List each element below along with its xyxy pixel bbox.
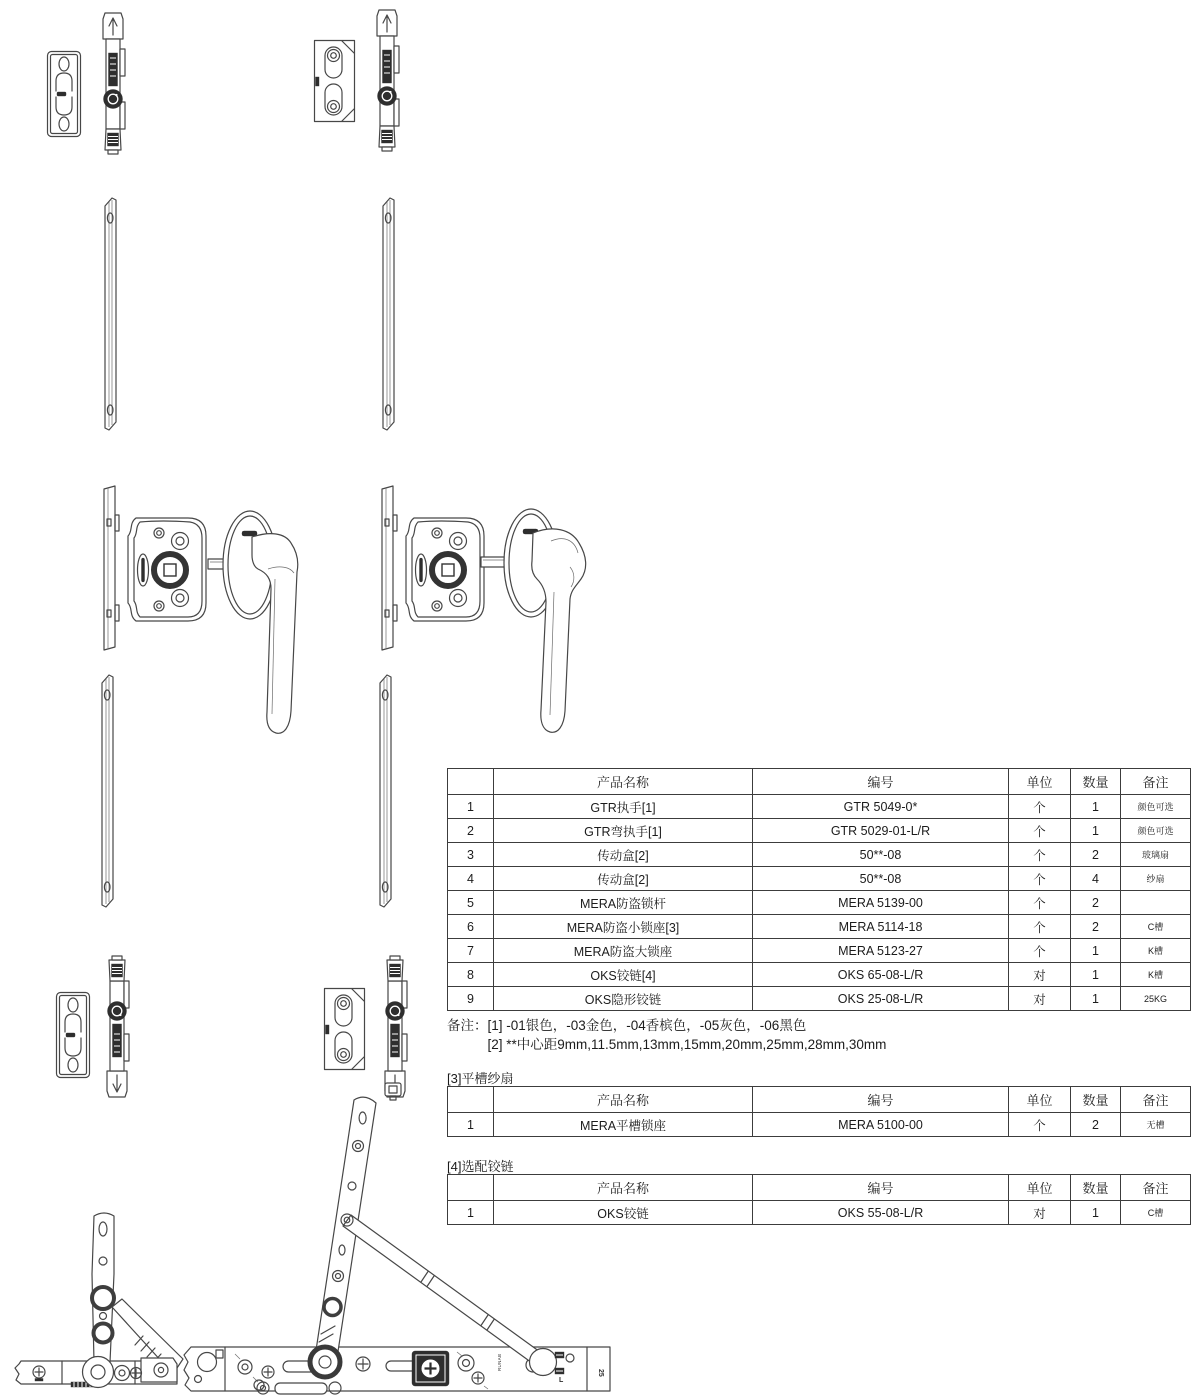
column-header: 单位 [1009,1175,1071,1201]
drawing-hinge-small [15,1213,183,1388]
column-header: 备注 [1121,769,1191,795]
drawing-lock-rod-lower-right [380,675,391,907]
drawing-drive-bar-top-right [377,10,399,151]
table-row [448,987,1191,1011]
notes-label: 备注： [447,1018,488,1033]
table-cell: 25KG [1121,987,1191,1011]
column-header [448,1087,494,1113]
column-header: 编号 [753,769,1009,795]
note-line-1: [1] -01银色，-03金色，-04香槟色，-05灰色，-06黑色 [487,1018,807,1033]
table-cell: 2 [1071,843,1121,867]
table-cell: 2 [448,819,494,843]
section-title-screen-sash: [3]平槽纱扇 [447,1071,514,1086]
table-cell: C槽 [1121,915,1191,939]
column-header: 数量 [1071,1087,1121,1113]
drawing-handle-bent [481,509,586,732]
table-cell: 4 [1071,867,1121,891]
header-row [448,769,1191,795]
column-header: 备注 [1121,1087,1191,1113]
brand-logo-text: RUNAB [497,1353,502,1371]
table-cell: 个 [1009,891,1071,915]
table-cell: 1 [1071,987,1121,1011]
note-line-2: [2] **中心距9mm,11.5mm,13mm,15mm,20mm,25mm,28mm,30mm [487,1037,887,1052]
table-cell: 9 [448,987,494,1011]
table-row [448,795,1191,819]
table-cell: OKS 65-08-L/R [753,963,1009,987]
table-cell: GTR 5029-01-L/R [753,819,1009,843]
table-cell: MERA防盗小锁座[3] [494,915,753,939]
table-cell: 1 [448,1113,494,1137]
table-cell: MERA 5114-18 [753,915,1009,939]
table-cell: 2 [1071,915,1121,939]
table-cell: 个 [1009,1113,1071,1137]
table-cell: 2 [1071,1113,1121,1137]
drawing-lock-rod-lower-left [102,675,113,907]
drawing-handle-straight [208,511,298,733]
table-cell: 1 [448,795,494,819]
table-cell: MERA 5123-27 [753,939,1009,963]
table-cell: OKS 55-08-L/R [753,1201,1009,1225]
table-row [448,1113,1191,1137]
table-cell: OKS铰链[4] [494,963,753,987]
hinge-size-mark: 25 [597,1369,604,1377]
column-header: 编号 [753,1175,1009,1201]
table-cell: 50**-08 [753,843,1009,867]
drawing-drive-bar-bottom-left [107,956,129,1097]
parts-table-optional-hinge [447,1174,1191,1225]
table-cell: 对 [1009,987,1071,1011]
table-cell: 个 [1009,915,1071,939]
table-row [448,939,1191,963]
table-cell: 8 [448,963,494,987]
drawing-keeper-plate-bottom-left [57,993,90,1078]
parts-table-main [447,768,1191,1011]
drawing-keeper-block-bottom-right [325,989,365,1070]
drawing-keeper-block-top-right [315,41,355,122]
table-cell: 个 [1009,843,1071,867]
column-header: 产品名称 [494,1175,753,1201]
table-cell: 对 [1009,1201,1071,1225]
table-row [448,891,1191,915]
table-cell: 颜色可选 [1121,819,1191,843]
table-cell: K槽 [1121,939,1191,963]
hinge-handing-mark: L [559,1377,564,1384]
table-cell [1121,891,1191,915]
table-cell: GTR 5049-0* [753,795,1009,819]
table-cell: 4 [448,867,494,891]
table-cell: 传动盒[2] [494,843,753,867]
table-cell: GTR执手[1] [494,795,753,819]
table-row [448,1201,1191,1225]
table-cell: 个 [1009,819,1071,843]
table-cell: 传动盒[2] [494,867,753,891]
drawing-drive-bar-top-left [103,13,125,154]
table-cell: 对 [1009,963,1071,987]
table-cell: 3 [448,843,494,867]
table-cell: C槽 [1121,1201,1191,1225]
table-cell: K槽 [1121,963,1191,987]
drawing-lock-rod-upper-right [383,198,394,430]
table-cell: MERA平槽锁座 [494,1113,753,1137]
table-cell: 纱扇 [1121,867,1191,891]
drawing-keeper-plate-top-left [48,52,81,137]
table-cell: MERA 5100-00 [753,1113,1009,1137]
drawing-drive-bar-bottom-right [385,956,407,1097]
column-header: 数量 [1071,769,1121,795]
column-header: 数量 [1071,1175,1121,1201]
column-header: 产品名称 [494,769,753,795]
table-cell: 1 [1071,1201,1121,1225]
drawing-gearbox-right [382,486,484,650]
table-cell: OKS铰链 [494,1201,753,1225]
table-cell: OKS隐形铰链 [494,987,753,1011]
column-header: 单位 [1009,769,1071,795]
table-row [448,843,1191,867]
table-cell: OKS 25-08-L/R [753,987,1009,1011]
table-cell: 玻璃扇 [1121,843,1191,867]
table-cell: 1 [448,1201,494,1225]
table-cell: 1 [1071,819,1121,843]
table-cell: MERA防盗大锁座 [494,939,753,963]
column-header: 备注 [1121,1175,1191,1201]
table-cell: 个 [1009,795,1071,819]
table-cell: 1 [1071,963,1121,987]
parts-table-screen-sash [447,1086,1191,1137]
table-cell: 颜色可选 [1121,795,1191,819]
table-row [448,963,1191,987]
column-header [448,769,494,795]
table-cell: 2 [1071,891,1121,915]
column-header [448,1175,494,1201]
header-row [448,1087,1191,1113]
table-row [448,867,1191,891]
table-cell: 7 [448,939,494,963]
table-cell: 5 [448,891,494,915]
table-cell: 个 [1009,939,1071,963]
table-row [448,915,1191,939]
table-cell: MERA 5139-00 [753,891,1009,915]
table-cell: 个 [1009,867,1071,891]
section-title-optional-hinge: [4]选配铰链 [447,1159,514,1174]
table-cell: 无槽 [1121,1113,1191,1137]
column-header: 单位 [1009,1087,1071,1113]
table-row [448,819,1191,843]
column-header: 产品名称 [494,1087,753,1113]
table-cell: 1 [1071,939,1121,963]
table-cell: GTR弯执手[1] [494,819,753,843]
table-cell: 1 [1071,795,1121,819]
table-cell: 6 [448,915,494,939]
table-cell: MERA防盗锁杆 [494,891,753,915]
column-header: 编号 [753,1087,1009,1113]
drawing-gearbox-left [104,486,206,650]
table-cell: 50**-08 [753,867,1009,891]
notes-block [447,1016,886,1054]
drawing-lock-rod-upper-left [105,198,116,430]
header-row [448,1175,1191,1201]
